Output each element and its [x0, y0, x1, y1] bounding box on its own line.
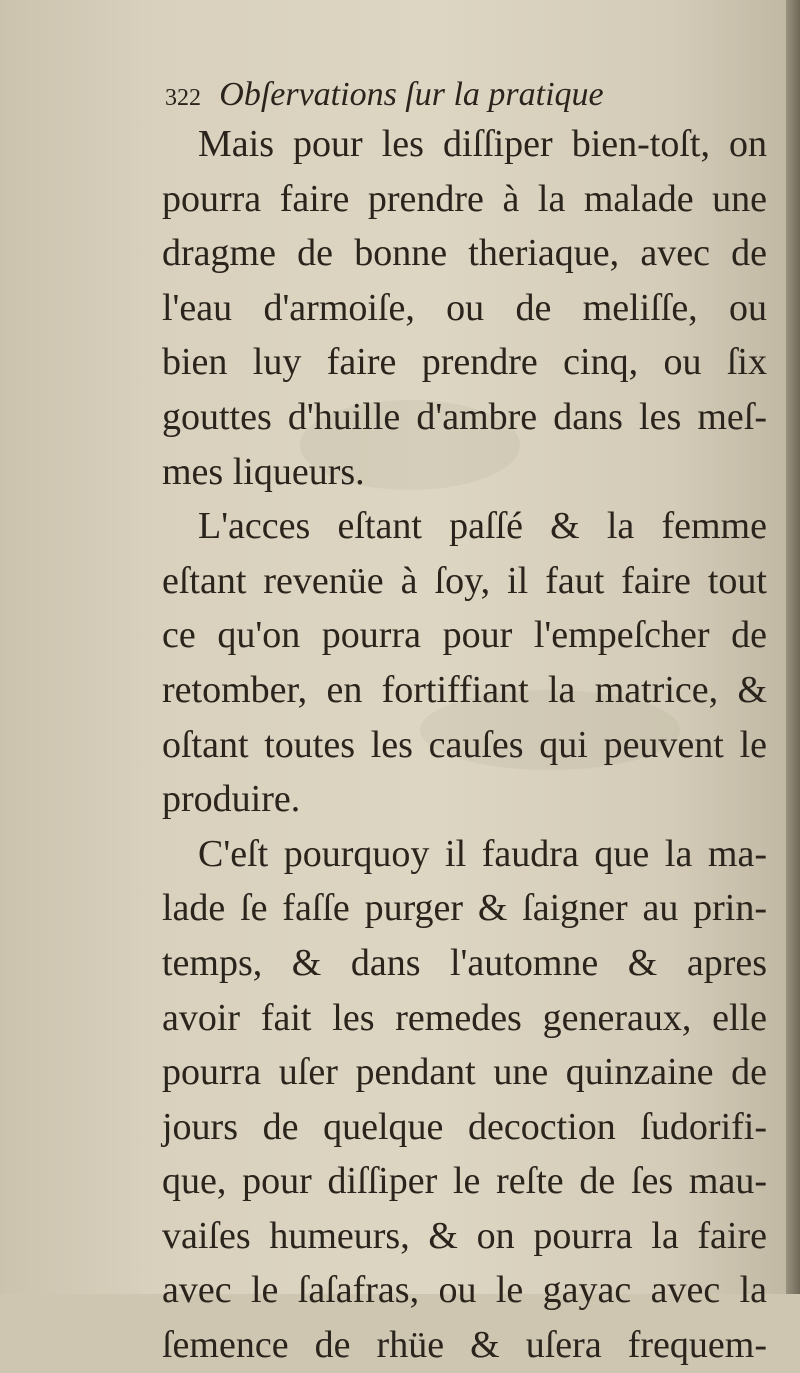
text-line: que, pour diſſiper le reſte de ſes mau- — [162, 1160, 767, 1203]
text-line: oſtant toutes les cauſes qui peuvent le — [162, 723, 767, 766]
text-line: retomber, en fortiffiant la matrice, & — [162, 668, 767, 711]
text-line: avec le ſaſafras, ou le gayac avec la — [162, 1269, 767, 1312]
running-head: Obſervations ſur la pratique — [219, 76, 604, 113]
text-line: ce qu'on pourra pour l'empeſcher de — [162, 614, 767, 657]
text-line: eſtant revenüe à ſoy, il faut faire tout — [162, 559, 767, 602]
text-line: temps, & dans l'automne & apres — [162, 941, 767, 984]
text-line: jours de quelque decoction ſudorifi- — [162, 1105, 767, 1148]
text-line: produire. — [162, 778, 301, 821]
body-text — [162, 117, 767, 1373]
text-line: dragme de bonne theriaque, avec de — [162, 232, 767, 275]
text-line: l'eau d'armoiſe, ou de meliſſe, ou — [162, 286, 767, 329]
text-line: avoir fait les remedes generaux, elle — [162, 996, 767, 1039]
text-line: gouttes d'huille d'ambre dans les meſ- — [162, 395, 767, 438]
text-line: L'acces eſtant paſſé & la femme — [198, 505, 767, 548]
text-line: bien luy faire prendre cinq, ou ſix — [162, 341, 767, 384]
text-line: pourra uſer pendant une quinzaine de — [162, 1051, 767, 1094]
page-edge — [786, 0, 800, 1294]
text-line: lade ſe faſſe purger & ſaigner au prin- — [162, 887, 767, 930]
page-header — [165, 72, 604, 118]
text-line: pourra faire prendre à la malade une — [162, 177, 767, 220]
text-line: mes liqueurs. — [162, 450, 365, 493]
text-line: vaiſes humeurs, & on pourra la faire — [162, 1214, 767, 1257]
page-number: 322 — [165, 85, 201, 111]
text-line: ſemence de rhüe & uſera frequem- — [162, 1324, 767, 1367]
text-line: Mais pour les diſſiper bien-toſt, on — [198, 123, 767, 165]
text-line: C'eſt pourquoy il faudra que la ma- — [198, 832, 767, 875]
